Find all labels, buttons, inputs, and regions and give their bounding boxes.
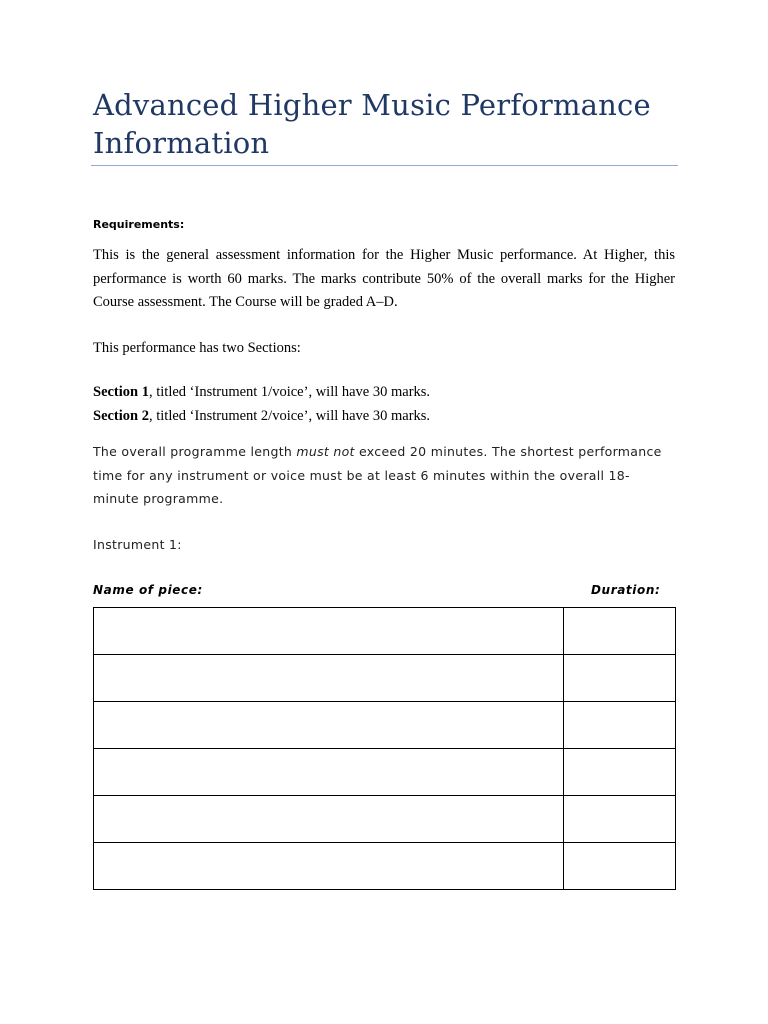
table-row [94,843,676,890]
section-2-name: Section 2 [93,408,149,424]
pieces-table [93,607,676,890]
section-1-name: Section 1 [93,384,149,400]
piece-cell[interactable] [94,608,564,655]
sections-intro: This performance has two Sections: [93,340,301,356]
section-2-description: , titled ‘Instrument 2/voice’, will have 30 marks. [148,408,431,424]
instrument-label: Instrument 1: [93,537,182,552]
name-of-piece-header: Name of piece: [93,583,203,597]
duration-cell[interactable] [564,655,676,702]
programme-text-before: The overall programme length [93,444,297,459]
table-row [94,749,676,796]
piece-cell[interactable] [94,843,564,890]
table-row [94,796,676,843]
programme-text-emphasis: must not [296,444,355,459]
programme-length-paragraph [93,440,675,511]
title-underline [91,165,678,166]
piece-cell[interactable] [94,655,564,702]
intro-paragraph: This is the general assessment information for the Higher Music performance. At Higher, this performance is worth 60 marks. The marks contribute 50% of the overall marks for the Higher Course assessment. The Course will be graded A–D. [93,247,675,310]
section-1-line [93,381,675,405]
table-row [94,702,676,749]
duration-cell[interactable] [564,843,676,890]
table-row [94,608,676,655]
section-2-line [93,405,675,429]
section-1-description: , titled ‘Instrument 1/voice’, will have 30 marks. [148,384,431,400]
duration-cell[interactable] [564,702,676,749]
requirements-heading: Requirements: [93,218,185,231]
piece-cell[interactable] [94,702,564,749]
page-title: Advanced Higher Music Performance Information [93,88,651,160]
duration-header: Duration: [591,583,661,597]
duration-cell[interactable] [564,796,676,843]
duration-cell[interactable] [564,749,676,796]
programme-text-after: exceed 20 minutes. The shortest performance time for any instrument or voice must be at least 6 minutes within the overall 18-minute programme. [93,444,662,506]
duration-cell[interactable] [564,608,676,655]
piece-cell[interactable] [94,796,564,843]
piece-cell[interactable] [94,749,564,796]
table-row [94,655,676,702]
